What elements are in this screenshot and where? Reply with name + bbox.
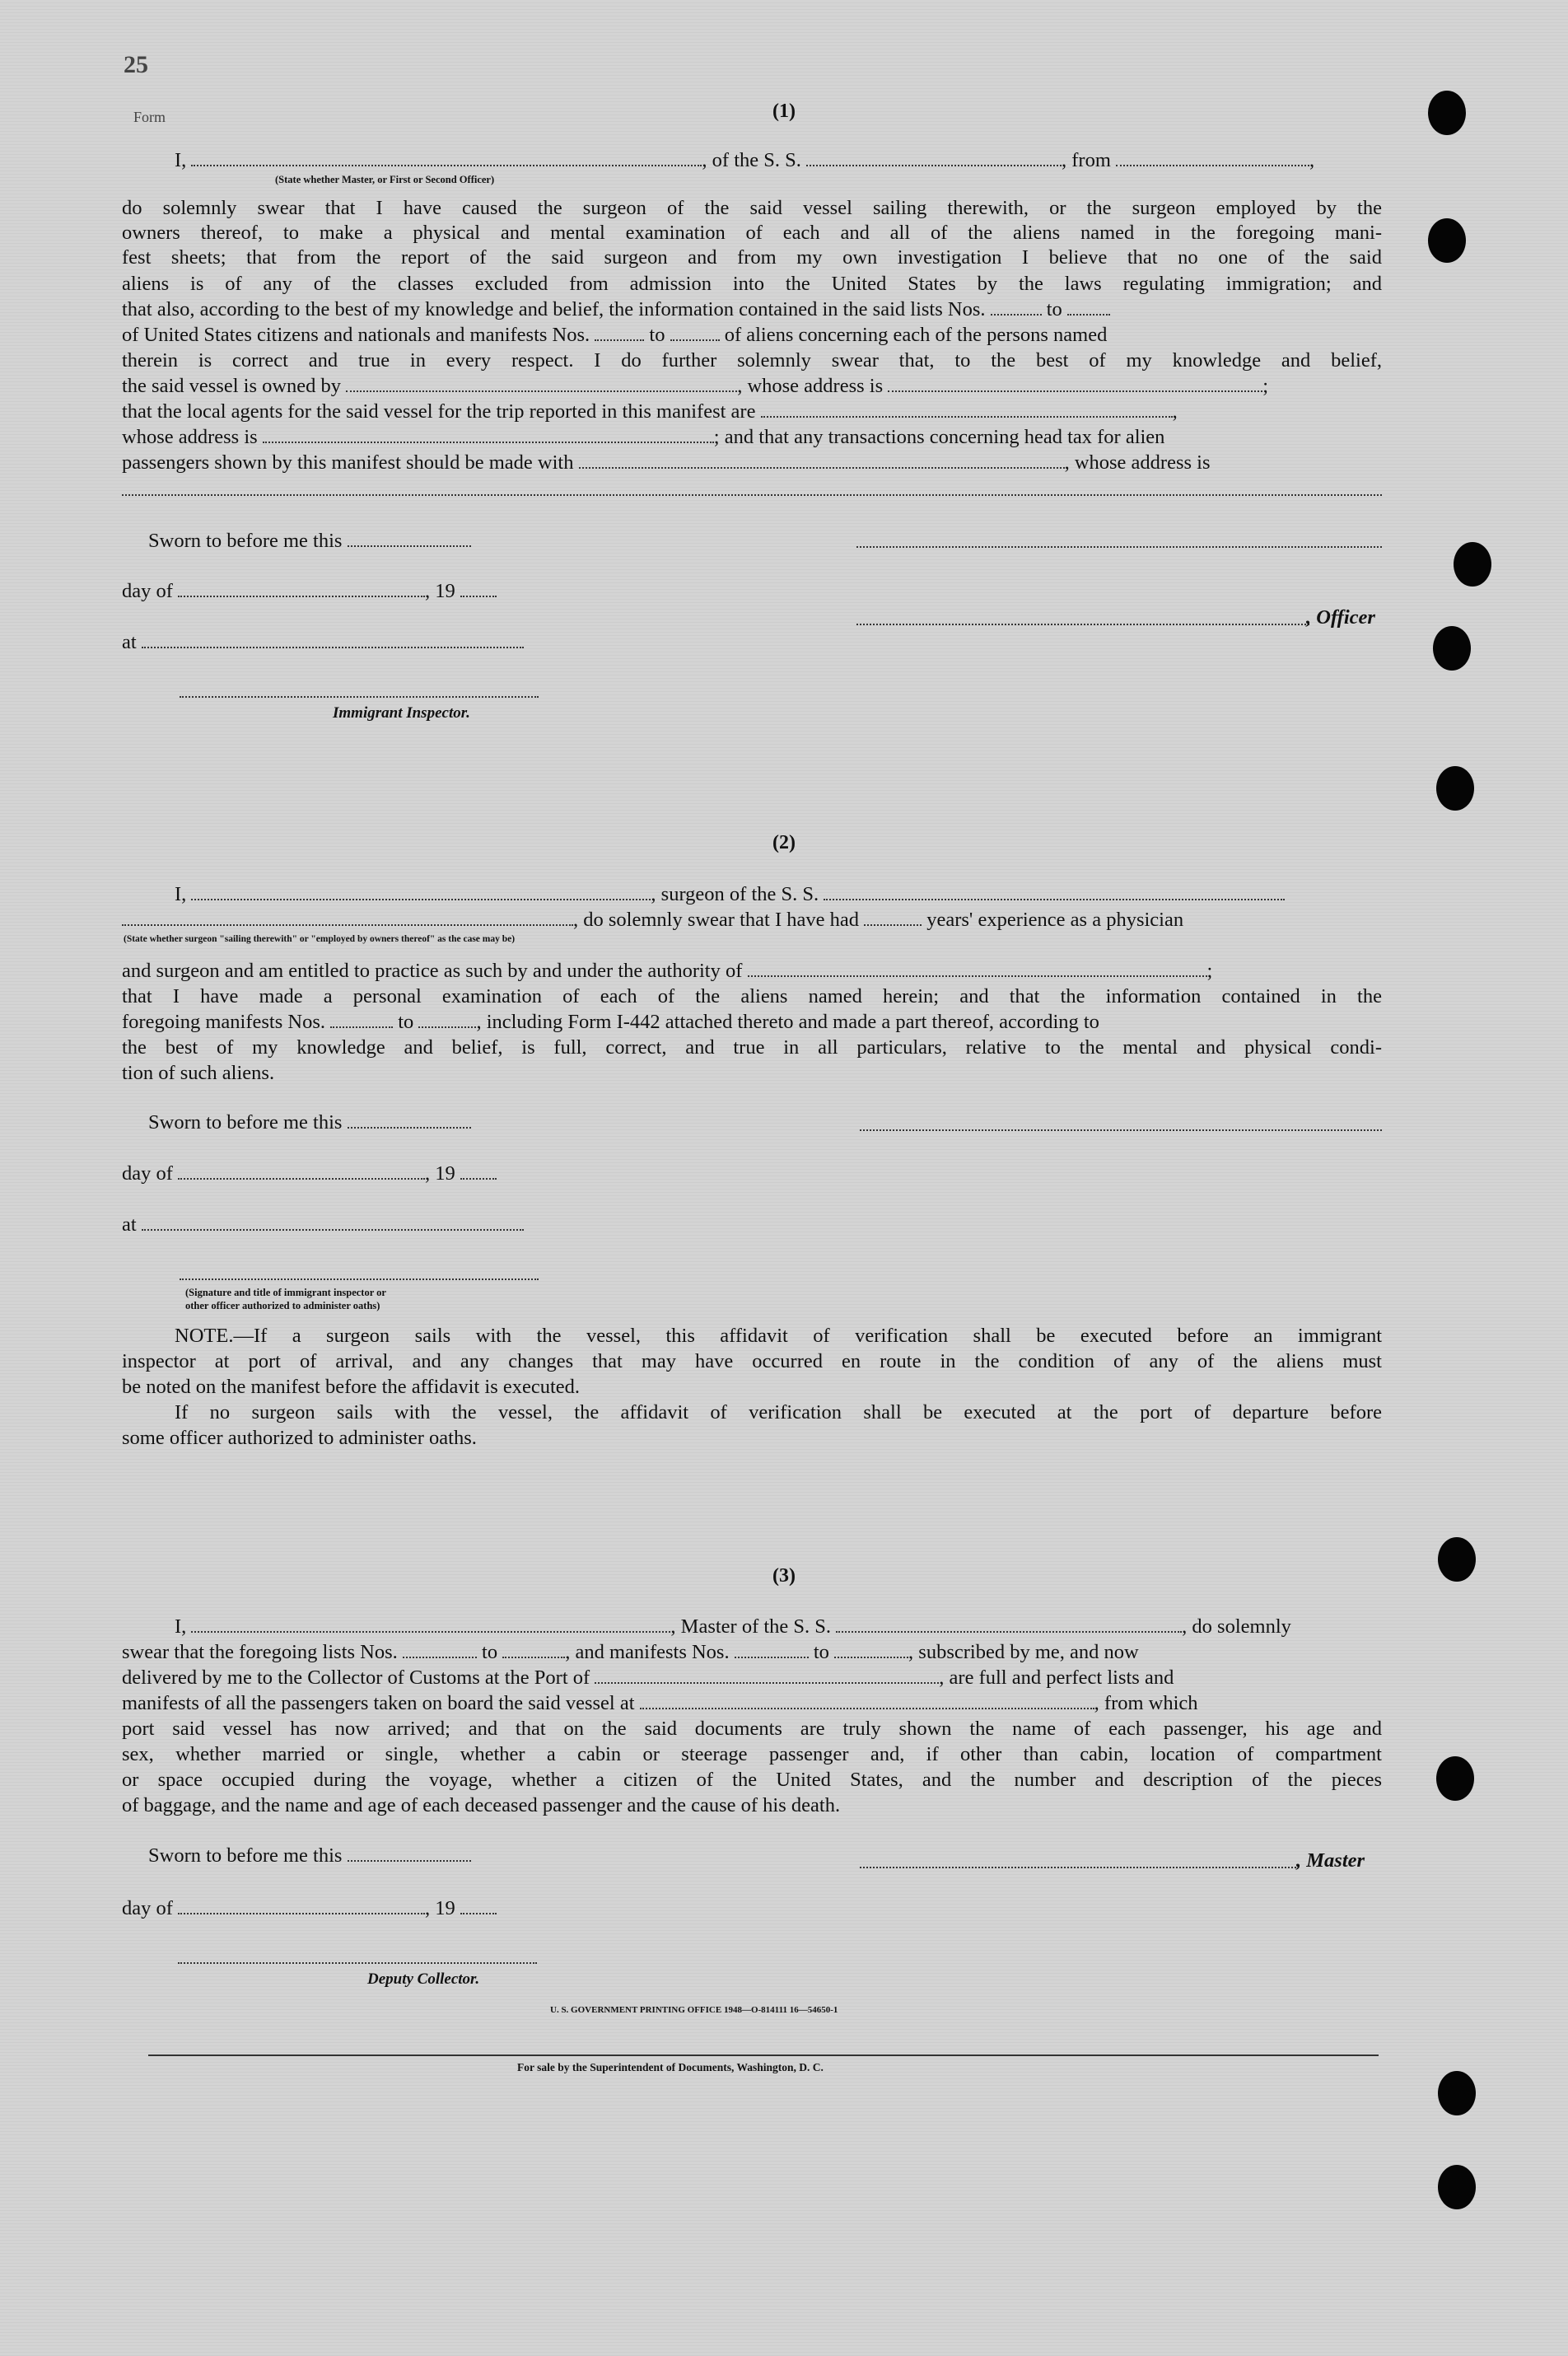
text-line: manifests of all the passengers taken on board the said vessel at , from which	[122, 1692, 1198, 1714]
master-title: , Master	[1296, 1849, 1365, 1872]
punch-hole	[1436, 766, 1474, 811]
note-line: NOTE.—If a surgeon sails with the vessel, this affidavit of verification shall be executed before an immigrant	[175, 1325, 1382, 1347]
agents-address-field[interactable]	[263, 425, 714, 443]
sworn-line: Sworn to before me this	[148, 529, 471, 554]
text-line: owners thereof, to make a physical and mental examination of each and all of the aliens named in the foregoing mani-	[122, 222, 1382, 244]
deputy-collector-label: Deputy Collector.	[367, 1970, 480, 1988]
note-line: inspector at port of arrival, and any changes that may have occurred en route in the condition of any of the aliens must	[122, 1350, 1382, 1372]
deputy-collector-signature-field[interactable]	[178, 1962, 537, 1964]
section-1-number: (1)	[772, 101, 796, 122]
punch-hole	[1436, 1756, 1474, 1801]
sworn-day-field[interactable]	[348, 529, 471, 547]
officer-name-field[interactable]	[191, 148, 702, 166]
year-field[interactable]	[460, 1896, 497, 1914]
at-place-field[interactable]	[142, 1213, 524, 1231]
immigrant-inspector-label: Immigrant Inspector.	[333, 704, 470, 722]
section-3-number: (3)	[772, 1565, 796, 1587]
text-line: of baggage, and the name and age of each deceased passenger and the cause of his death.	[122, 1794, 841, 1816]
lists-to-field[interactable]	[1067, 297, 1110, 316]
text-line: the said vessel is owned by , whose address is ;	[122, 375, 1269, 397]
sworn-day-field[interactable]	[348, 1844, 471, 1862]
day-of-line: day of , 19	[122, 579, 497, 604]
sworn-day-field[interactable]	[348, 1110, 471, 1129]
master-name-field[interactable]	[191, 1615, 670, 1633]
i-label: I,	[175, 149, 187, 171]
punch-hole	[1454, 542, 1491, 587]
text-line: do solemnly swear that I have caused the surgeon of the said vessel sailing therewith, or the surgeon employed by the	[122, 197, 1382, 219]
text-line: and surgeon and am entitled to practice as such by and under the authority of ;	[122, 960, 1213, 982]
text-line: that the local agents for the said vessel for the trip reported in this manifest are ,	[122, 400, 1178, 423]
surgeon-status-field[interactable]	[122, 908, 573, 926]
manifests-from-field[interactable]	[595, 323, 644, 341]
note-line: If no surgeon sails with the vessel, the affidavit of verification shall be executed at the port of departure before	[175, 1401, 1382, 1423]
at-line: at	[122, 630, 524, 655]
year-field[interactable]	[460, 579, 497, 597]
day-of-month-field[interactable]	[178, 579, 425, 597]
lists-from-field[interactable]	[403, 1640, 477, 1658]
officer-title: , Officer	[1306, 606, 1375, 629]
at-place-field[interactable]	[142, 630, 524, 648]
at-line: at	[122, 1213, 524, 1237]
sworn-line: Sworn to before me this	[148, 1844, 471, 1868]
text-line: the best of my knowledge and belief, is full, correct, and true in all particulars, relative to the mental and physical condi-	[122, 1036, 1382, 1059]
master-vessel-field[interactable]	[836, 1615, 1182, 1633]
lists-from-field[interactable]	[991, 297, 1042, 316]
for-sale-note: For sale by the Superintendent of Documents, Washington, D. C.	[517, 2061, 824, 2073]
manifests-from-field[interactable]	[735, 1640, 809, 1658]
text-line: sex, whether married or single, whether a cabin or steerage passenger and, if other than cabin, location of compartment	[122, 1743, 1382, 1765]
port-field[interactable]	[595, 1666, 939, 1684]
officer-signature-field[interactable]	[856, 546, 1382, 548]
year-field[interactable]	[460, 1162, 497, 1180]
head-tax-contact-field[interactable]	[579, 451, 1065, 469]
corner-mark: 25	[124, 51, 148, 78]
vessel-name-field[interactable]	[806, 148, 1062, 166]
from-port-field[interactable]	[1116, 148, 1309, 166]
sworn-line: Sworn to before me this	[148, 1110, 471, 1135]
day-of-month-field[interactable]	[178, 1162, 425, 1180]
punch-hole	[1438, 2071, 1476, 2115]
text-line: therein is correct and true in every respect. I do further solemnly swear that, to the best of my knowledge and belief,	[122, 349, 1382, 372]
inspector-signature-field[interactable]	[180, 696, 539, 698]
text-line: aliens is of any of the classes excluded from admission into the United States by the laws regulating immigration; and	[122, 273, 1382, 295]
address-line-field[interactable]	[122, 494, 1382, 496]
punch-hole	[1438, 2165, 1476, 2209]
surgeon-status-caption: (State whether surgeon "sailing therewith" or "employed by owners thereof" as the case may be)	[124, 934, 516, 944]
signature-caption: (Signature and title of immigrant inspector or	[185, 1287, 386, 1298]
master-officer-caption: (State whether Master, or First or Second Officer)	[275, 174, 495, 185]
gpo-imprint: U. S. GOVERNMENT PRINTING OFFICE 1948—O-814111 16—54650-1	[550, 2005, 838, 2015]
note-line: be noted on the manifest before the affidavit is executed.	[122, 1376, 581, 1398]
local-agents-field[interactable]	[761, 400, 1173, 418]
text-line: of United States citizens and nationals and manifests Nos. to of aliens concerning each of the persons named	[122, 324, 1108, 346]
text-line: fest sheets; that from the report of the said surgeon and from my own investigation I believe that no one of the said	[122, 246, 1382, 269]
punch-hole	[1433, 626, 1471, 671]
text-line: delivered by me to the Collector of Customs at the Port of , are full and perfect lists and	[122, 1666, 1174, 1689]
text-line: foregoing manifests Nos. to , including Form I-442 attached thereto and made a part thereof, according to	[122, 1011, 1099, 1033]
section-1-line-1: I, , of the S. S. , from ,	[175, 149, 1315, 171]
footer-rule	[148, 2054, 1379, 2056]
authority-field[interactable]	[748, 959, 1207, 977]
surgeon-manifests-from-field[interactable]	[330, 1010, 393, 1028]
note-line: some officer authorized to administer oaths.	[122, 1427, 477, 1449]
embarkation-port-field[interactable]	[640, 1691, 1094, 1709]
day-of-line: day of , 19	[122, 1162, 497, 1186]
owner-address-field[interactable]	[888, 374, 1262, 392]
section-2-number: (2)	[772, 832, 796, 853]
section-2-line-2: , do solemnly swear that I have had years' experience as a physician	[122, 908, 1183, 933]
bleed-through-text	[609, 498, 621, 521]
text-line: that also, according to the best of my knowledge and belief, the information contained in the said lists Nos. to	[122, 297, 1110, 322]
oath-officer-signature-field[interactable]	[180, 1279, 539, 1280]
owner-field[interactable]	[346, 374, 737, 392]
form-label: Form	[133, 109, 166, 125]
officer-signature-line[interactable]	[856, 624, 1309, 625]
surgeon-name-field[interactable]	[191, 882, 651, 900]
punch-hole	[1428, 218, 1466, 263]
signature-caption: other officer authorized to administer oaths)	[185, 1300, 380, 1311]
text-line: passengers shown by this manifest should be made with , whose address is	[122, 451, 1211, 474]
surgeon-vessel-field[interactable]	[824, 882, 1285, 900]
manifests-to-field[interactable]	[670, 323, 720, 341]
text-line: port said vessel has now arrived; and that on the said documents are truly shown the name of each passenger, his age and	[122, 1718, 1382, 1740]
text-line: or space occupied during the voyage, whether a citizen of the United States, and the number and description of the pieces	[122, 1769, 1382, 1791]
text-line: whose address is ; and that any transactions concerning head tax for alien	[122, 426, 1165, 448]
section-3-line-1: I, , Master of the S. S. , do solemnly	[175, 1615, 1291, 1638]
years-experience-field[interactable]	[864, 908, 922, 926]
text-line: swear that the foregoing lists Nos. to , and manifests Nos. to , subscribed by me, and now	[122, 1641, 1139, 1663]
text-line: that I have made a personal examination of each of the aliens named herein; and that the information contained in the	[122, 985, 1382, 1007]
day-of-line: day of , 19	[122, 1896, 497, 1921]
lists-to-field[interactable]	[502, 1640, 565, 1658]
text-line: tion of such aliens.	[122, 1062, 275, 1084]
master-signature-field[interactable]	[860, 1867, 1296, 1868]
surgeon-manifests-to-field[interactable]	[418, 1010, 476, 1028]
manifests-to-field[interactable]	[834, 1640, 908, 1658]
day-of-month-field[interactable]	[178, 1896, 425, 1914]
surgeon-signature-field[interactable]	[860, 1129, 1382, 1131]
section-2-line-1: I, , surgeon of the S. S.	[175, 882, 1285, 907]
